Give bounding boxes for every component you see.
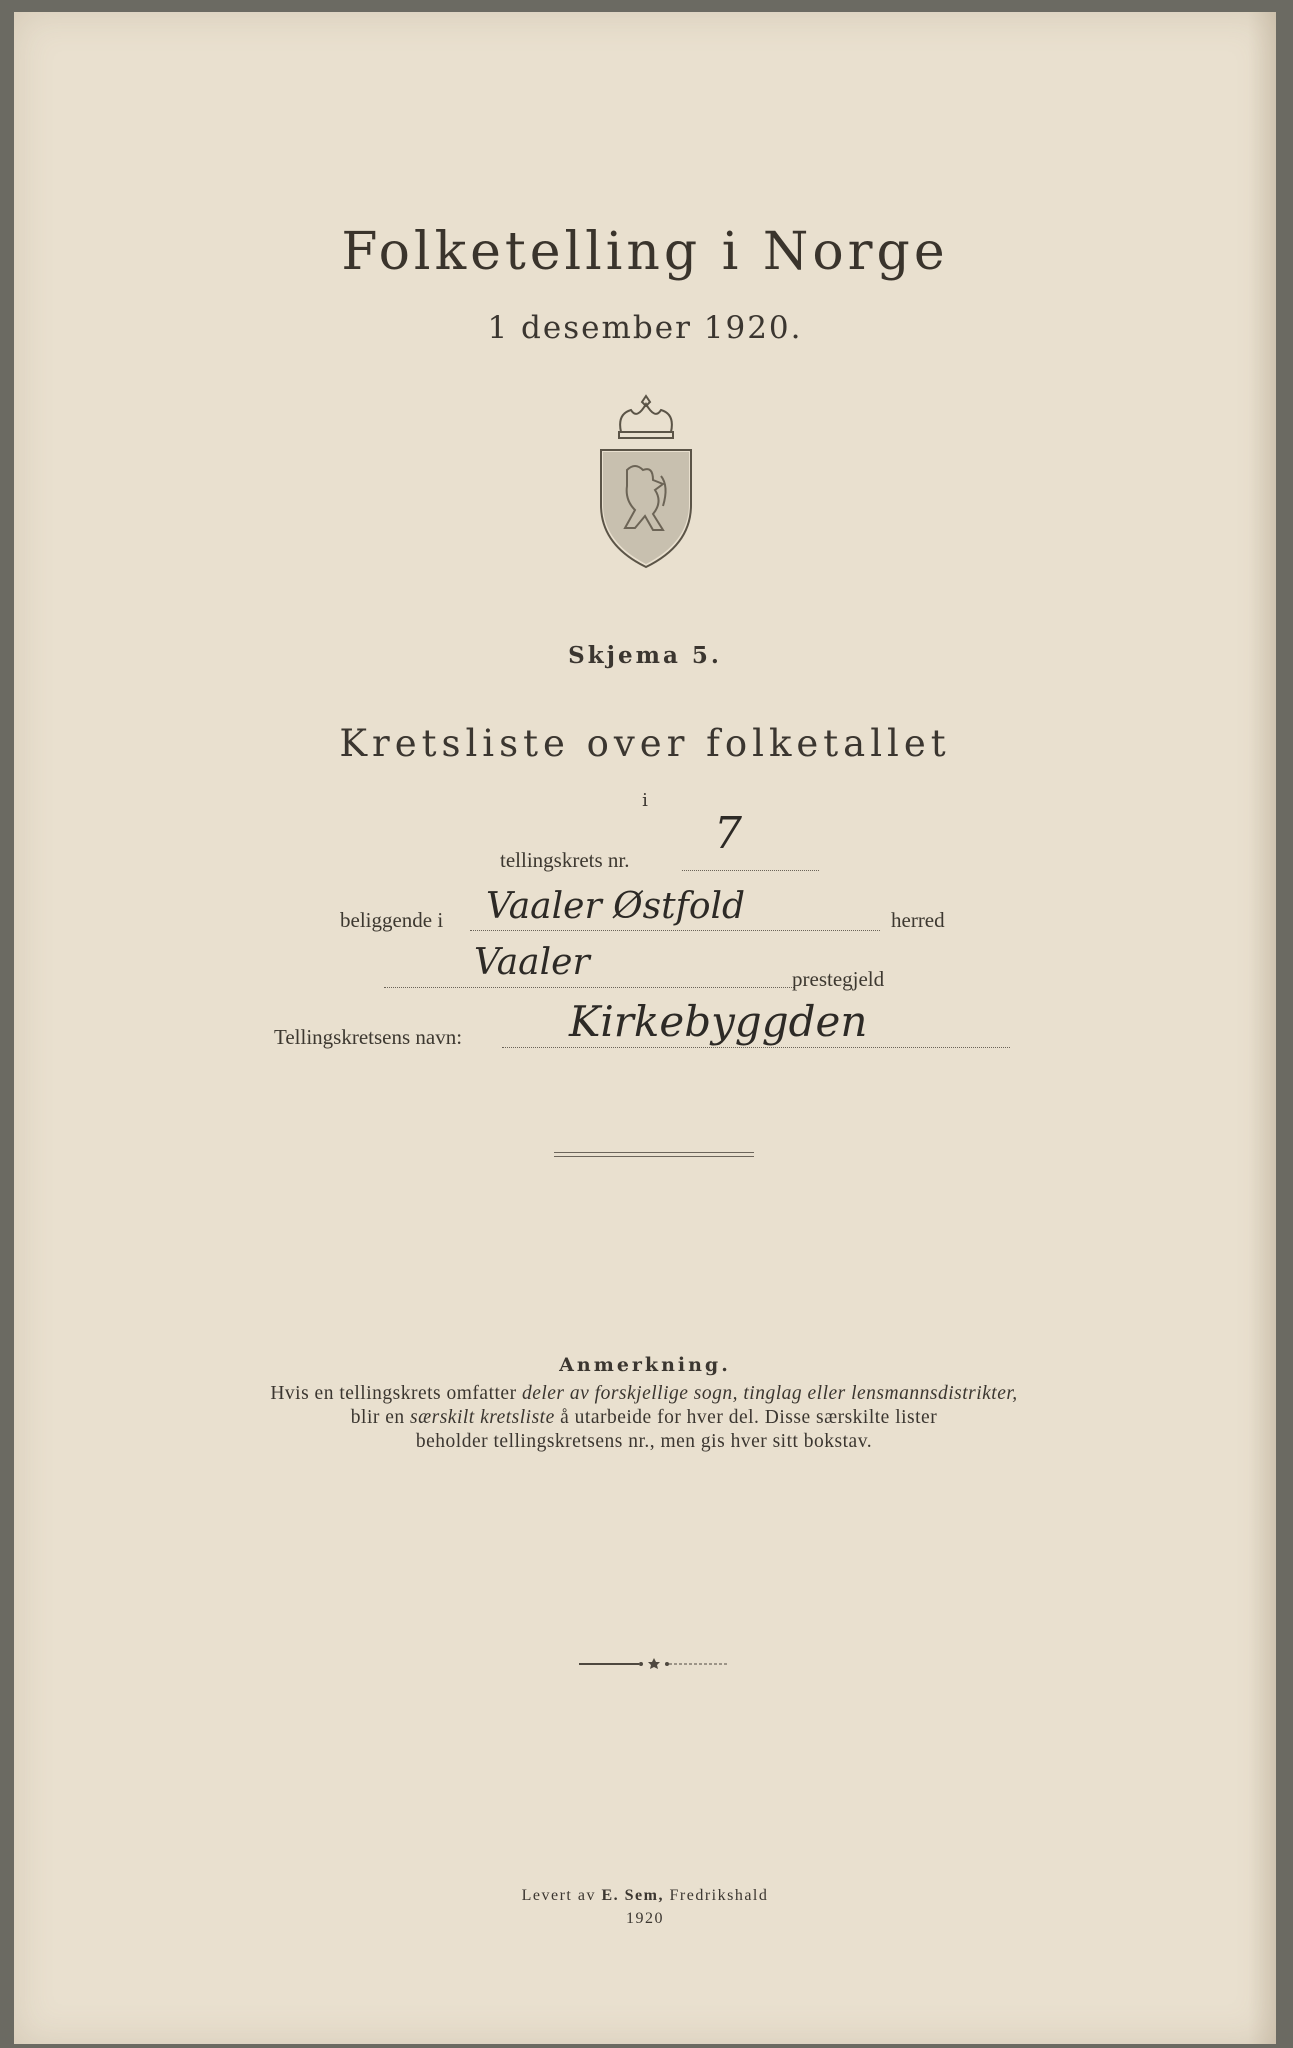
krets-name-value: Kirkebyggden [569,997,868,1046]
prestegjeld-label: prestegjeld [792,967,885,991]
krets-number-label: tellingskrets nr. [500,848,630,872]
krets-number-value: 7 [714,808,742,859]
note-line-2-italic: særskilt kretsliste [410,1407,555,1428]
prestegjeld-line [384,987,794,988]
herred-label: herred [891,908,945,932]
form-heading: Kretsliste over folketallet [339,722,951,765]
printer-prefix: Levert av [521,1887,602,1904]
printer-credit [14,1887,1276,1905]
printer-name: E. Sem, [601,1887,664,1904]
schema-number: Skjema 5. [568,642,722,669]
note-text [214,1382,1074,1454]
norwegian-coat-of-arms-icon [591,392,701,572]
print-year: 1920 [626,1910,664,1927]
page-title: Folketelling i Norge [341,222,949,282]
note-line-2-plain-a: blir en [350,1407,411,1428]
census-form-page [14,12,1276,2044]
beliggende-label: beliggende i [340,908,444,932]
note-line-1 [214,1382,1074,1406]
herred-line [470,930,880,931]
census-date: 1 desember 1920. [487,310,803,346]
note-line-2 [214,1406,1074,1430]
krets-name-label: Tellingskretsens navn: [274,1025,463,1049]
note-heading: Anmerkning. [559,1354,731,1376]
note-line-3: beholder tellingskretsens nr., men gis hver sitt bokstav. [415,1431,873,1452]
connector-text: i [642,790,648,811]
prestegjeld-value: Vaaler [474,942,590,983]
section-divider [554,1152,754,1157]
decorative-ornament-icon [579,1654,729,1674]
note-line-2-plain-b: å utarbeide for hver del. Disse særskilte lister [554,1407,938,1428]
herred-value: Vaaler Østfold [486,886,746,927]
note-line-1-plain: Hvis en tellingskrets omfatter [270,1383,522,1404]
krets-number-line [682,870,819,871]
note-line-1-italic: deler av forskjellige sogn, tinglag eller lensmannsdistrikter, [521,1383,1018,1404]
printer-place: Fredrikshald [663,1887,769,1904]
krets-name-line [502,1047,1010,1048]
